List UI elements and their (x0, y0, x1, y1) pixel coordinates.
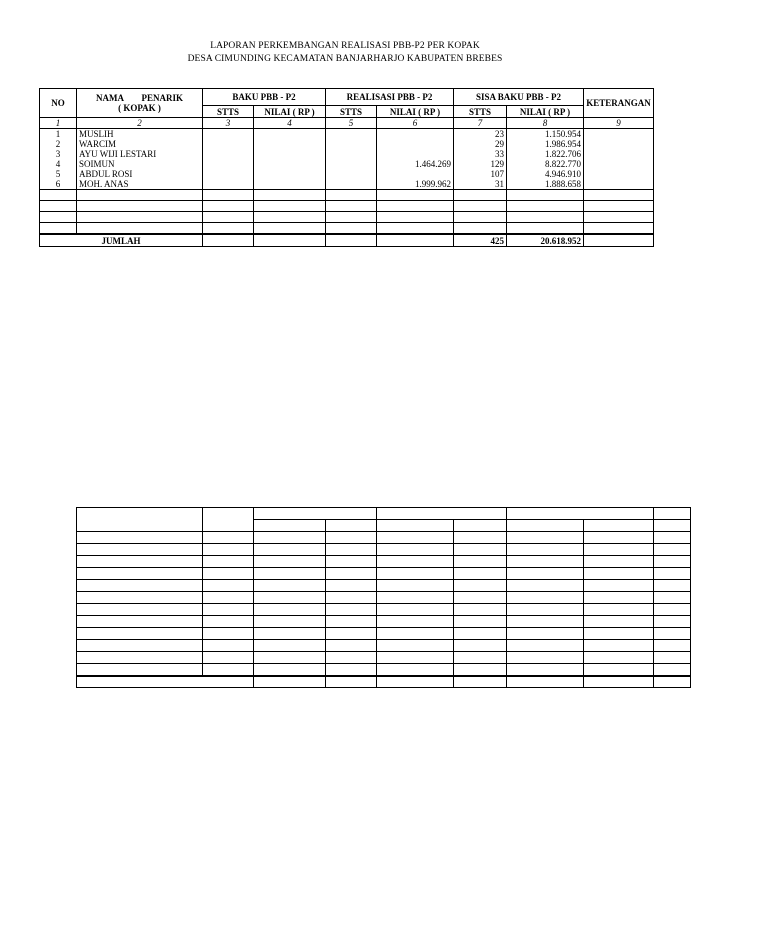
cell-no: 1 (40, 129, 77, 140)
total-label: JUMLAH (40, 234, 203, 247)
total-baku-stts (203, 234, 254, 247)
cell-real-nilai: 1.464.269 (377, 159, 454, 169)
total-real-stts (326, 234, 377, 247)
cell-ket (584, 179, 654, 190)
col-num: 9 (584, 118, 654, 129)
cell-sisa-nilai: 1.888.658 (507, 179, 584, 190)
cell-baku-stts (203, 139, 254, 149)
total-ket (584, 234, 654, 247)
empty-row (77, 544, 691, 556)
cell-no: 3 (40, 149, 77, 159)
empty-total-row (77, 676, 691, 688)
cell-real-nilai (377, 139, 454, 149)
cell-real-nilai (377, 129, 454, 140)
total-sisa-stts: 425 (454, 234, 507, 247)
cell-sisa-nilai: 1.986.954 (507, 139, 584, 149)
header-baku-nilai: NILAI ( RP ) (254, 106, 326, 118)
cell-real-stts (326, 139, 377, 149)
header-keterangan: KETERANGAN (584, 89, 654, 118)
col-num: 2 (77, 118, 203, 129)
cell-baku-stts (203, 169, 254, 179)
realisasi-table (39, 88, 654, 247)
cell-real-stts (326, 169, 377, 179)
cell-no: 5 (40, 169, 77, 179)
empty-row (77, 592, 691, 604)
cell-real-stts (326, 159, 377, 169)
total-baku-nilai (254, 234, 326, 247)
empty-row (77, 640, 691, 652)
empty-row (40, 212, 654, 223)
cell-sisa-nilai: 4.946.910 (507, 169, 584, 179)
header-row-1 (40, 89, 654, 106)
empty-header-row-1 (77, 508, 691, 520)
total-real-nilai (377, 234, 454, 247)
cell-sisa-stts: 23 (454, 129, 507, 140)
cell-real-stts (326, 149, 377, 159)
cell-sisa-stts: 29 (454, 139, 507, 149)
header-real-stts: STTS (326, 106, 377, 118)
cell-baku-nilai (254, 159, 326, 169)
cell-nama: WARCIM (77, 139, 203, 149)
cell-baku-stts (203, 149, 254, 159)
cell-ket (584, 159, 654, 169)
table-row (40, 149, 654, 159)
header-baku: BAKU PBB - P2 (203, 89, 326, 106)
empty-table (76, 507, 691, 688)
empty-row (77, 628, 691, 640)
col-num: 7 (454, 118, 507, 129)
table-row (40, 159, 654, 169)
header-realisasi: REALISASI PBB - P2 (326, 89, 454, 106)
cell-sisa-nilai: 1.822.706 (507, 149, 584, 159)
col-num: 6 (377, 118, 454, 129)
col-num: 4 (254, 118, 326, 129)
cell-baku-stts (203, 159, 254, 169)
header-sisa-stts: STTS (454, 106, 507, 118)
empty-row (77, 652, 691, 664)
cell-baku-nilai (254, 139, 326, 149)
cell-no: 4 (40, 159, 77, 169)
empty-row (77, 556, 691, 568)
table-row (40, 179, 654, 190)
column-number-row (40, 118, 654, 129)
cell-sisa-stts: 129 (454, 159, 507, 169)
header-nama (77, 89, 203, 118)
empty-row (77, 580, 691, 592)
cell-sisa-stts: 33 (454, 149, 507, 159)
cell-baku-nilai (254, 149, 326, 159)
cell-ket (584, 139, 654, 149)
cell-real-nilai: 1.999.962 (377, 179, 454, 190)
cell-nama: MOH. ANAS (77, 179, 203, 190)
header-nama-line2: ( KOPAK ) (118, 103, 161, 113)
empty-row (77, 604, 691, 616)
cell-nama: MUSLIH (77, 129, 203, 140)
cell-baku-stts (203, 179, 254, 190)
cell-real-nilai (377, 149, 454, 159)
cell-baku-stts (203, 129, 254, 140)
table-row (40, 139, 654, 149)
cell-ket (584, 169, 654, 179)
cell-no: 6 (40, 179, 77, 190)
empty-row (77, 616, 691, 628)
col-num: 3 (203, 118, 254, 129)
table-row (40, 169, 654, 179)
total-sisa-nilai: 20.618.952 (507, 234, 584, 247)
cell-real-stts (326, 129, 377, 140)
col-num: 5 (326, 118, 377, 129)
empty-row (40, 223, 654, 235)
cell-baku-nilai (254, 179, 326, 190)
header-nama-line1: NAMA PENARIK (96, 93, 183, 103)
cell-sisa-stts: 31 (454, 179, 507, 190)
header-no: NO (40, 89, 77, 118)
cell-no: 2 (40, 139, 77, 149)
empty-row (77, 532, 691, 544)
header-real-nilai: NILAI ( RP ) (377, 106, 454, 118)
empty-row (77, 568, 691, 580)
report-title-line2: DESA CIMUNDING KECAMATAN BANJARHARJO KABUPATEN BREBES (187, 54, 503, 64)
cell-sisa-stts: 107 (454, 169, 507, 179)
cell-sisa-nilai: 8.822.770 (507, 159, 584, 169)
header-sisa-nilai: NILAI ( RP ) (507, 106, 584, 118)
cell-ket (584, 149, 654, 159)
cell-nama: ABDUL ROSI (77, 169, 203, 179)
empty-row (40, 201, 654, 212)
empty-row (77, 664, 691, 677)
empty-row (40, 190, 654, 201)
cell-sisa-nilai: 1.150.954 (507, 129, 584, 140)
header-baku-stts: STTS (203, 106, 254, 118)
cell-real-stts (326, 179, 377, 190)
cell-baku-nilai (254, 169, 326, 179)
report-title-line1: LAPORAN PERKEMBANGAN REALISASI PBB-P2 PER KOPAK (210, 41, 480, 51)
table-row (40, 129, 654, 140)
cell-ket (584, 129, 654, 140)
cell-baku-nilai (254, 129, 326, 140)
col-num: 1 (40, 118, 77, 129)
cell-nama: SOIMUN (77, 159, 203, 169)
col-num: 8 (507, 118, 584, 129)
total-row (40, 234, 654, 247)
cell-real-nilai (377, 169, 454, 179)
header-sisa: SISA BAKU PBB - P2 (454, 89, 584, 106)
cell-nama: AYU WIJI LESTARI (77, 149, 203, 159)
